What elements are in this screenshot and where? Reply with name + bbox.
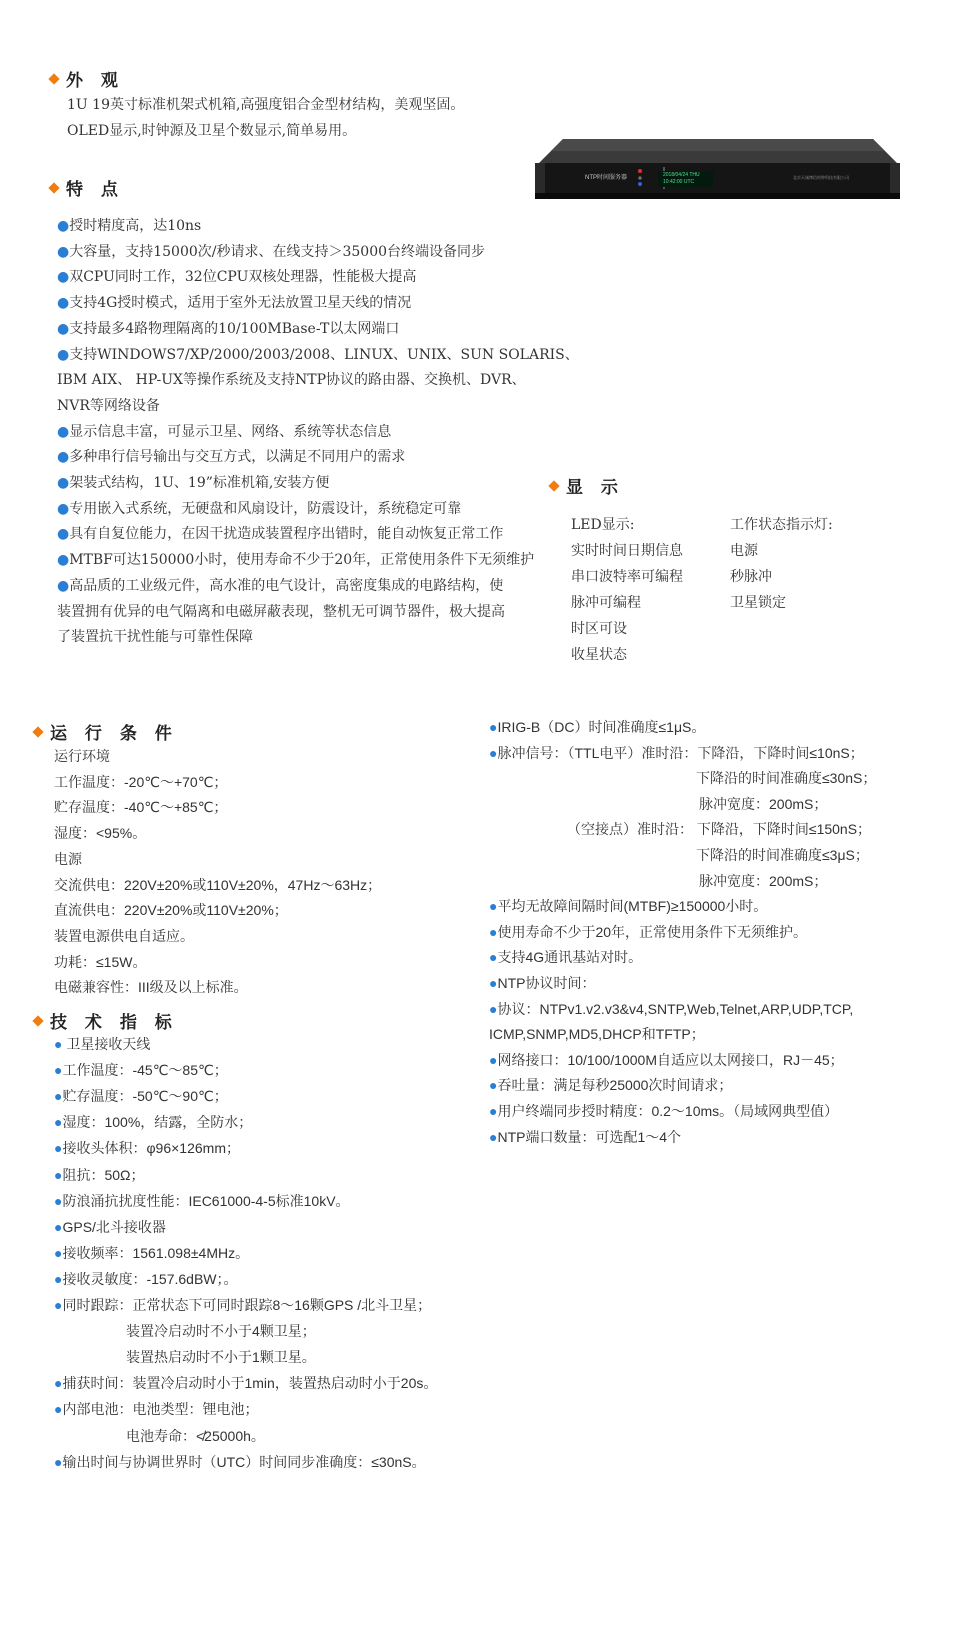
specs-heading	[34, 1008, 178, 1033]
feature-line	[57, 216, 201, 236]
right-spec-line	[489, 922, 807, 942]
bullet-icon: ●	[54, 1114, 63, 1131]
spec-line-text: 电池寿命：≮25000h。	[126, 1427, 265, 1444]
bullet-icon: ●	[54, 1166, 63, 1183]
bullet-icon: ●	[57, 269, 70, 286]
feature-line-text: MTBF可达150000小时，使用寿命不少于20年，正常使用条件下无须维护	[69, 552, 535, 569]
right-spec-line-text: 脉冲信号：（TTL电平）准时沿：下降沿，下降时间≤10nS；	[497, 744, 864, 761]
bullet-icon: ●	[489, 744, 498, 761]
right-spec-line	[699, 871, 827, 891]
right-spec-line	[489, 1127, 681, 1147]
spec-line-text: 输出时间与协调世界时（UTC）时间同步准确度：≤30nS。	[62, 1453, 426, 1470]
right-spec-line	[696, 845, 869, 865]
display-right-3: 卫星锁定	[730, 595, 786, 611]
diamond-icon	[32, 726, 43, 737]
condition-line	[54, 926, 194, 946]
spec-line	[126, 1347, 316, 1367]
bullet-icon: ●	[57, 218, 70, 234]
right-spec-line	[567, 819, 871, 839]
device-image	[535, 137, 900, 207]
right-spec-line-text: NTP端口数量：可选配1～4个	[497, 1128, 682, 1145]
feature-line	[57, 550, 534, 570]
bullet-icon: ●	[489, 898, 498, 915]
bullet-icon: ●	[489, 1051, 498, 1068]
feature-line-text: 了装置抗干扰性能与可靠性保障	[57, 629, 253, 646]
feature-line	[57, 422, 391, 442]
feature-line-text: 支持4G授时模式，适用于室外无法放置卫星天线的情况	[69, 295, 412, 312]
feature-line	[57, 524, 503, 544]
bullet-icon: ●	[54, 1270, 63, 1287]
spec-line-text: 装置冷启动时不小于4颗卫星；	[126, 1323, 316, 1340]
feature-line	[57, 267, 416, 287]
condition-line	[54, 823, 146, 843]
spec-line	[54, 1112, 252, 1132]
spec-line	[54, 1399, 258, 1419]
bullet-icon: ●	[489, 949, 498, 966]
right-spec-line	[489, 973, 595, 993]
bullet-icon: ●	[57, 320, 70, 337]
bullet-icon: ●	[57, 295, 70, 312]
bullet-icon: ●	[57, 346, 70, 363]
bullet-icon: ●	[489, 923, 498, 940]
right-spec-line	[489, 1075, 732, 1095]
condition-line-text: 直流供电：220V±20%或110V±20%；	[54, 902, 288, 919]
condition-line	[54, 875, 381, 895]
condition-line-text: 湿度：<95%。	[54, 825, 147, 842]
feature-line	[57, 499, 461, 519]
right-spec-line-text: 下降沿的时间准确度≤30nS；	[696, 770, 877, 787]
right-spec-line	[489, 717, 705, 737]
condition-line	[54, 772, 227, 792]
spec-line	[54, 1165, 145, 1185]
right-spec-line-text: 网络接口：10/100/1000M自适应以太网接口，RJ－45；	[497, 1051, 844, 1068]
display-left-5: 收星状态	[571, 647, 627, 663]
appearance-title: 外 观	[66, 71, 124, 91]
display-left-3: 脉冲可编程	[571, 595, 641, 611]
bullet-icon: ●	[57, 243, 70, 260]
feature-line-text: 架装式结构，1U、19”标准机箱,安装方便	[69, 475, 330, 491]
bullet-icon: ●	[489, 1103, 498, 1119]
condition-line-text: 运行环境	[54, 748, 110, 764]
spec-line	[54, 1217, 166, 1237]
right-spec-line	[489, 947, 642, 967]
spec-line	[126, 1321, 316, 1341]
device-company: 北京天诚博信时钟科技有限公司	[793, 175, 849, 180]
spec-line	[54, 1086, 228, 1106]
bullet-icon: ●	[54, 1297, 63, 1313]
spec-line	[54, 1060, 228, 1080]
spec-line-text: 接收灵敏度：-157.6dBW；。	[62, 1270, 238, 1287]
bullet-icon: ●	[489, 1000, 498, 1017]
right-spec-line-text: 吞吐量：满足每秒25000次时间请求；	[497, 1077, 733, 1094]
condition-line	[54, 900, 288, 920]
bullet-icon: ●	[54, 1088, 63, 1105]
right-spec-line-text: 协议：NTPv1.v2.v3&v4,SNTP,Web,Telnet,ARP,UDP,TCP,	[497, 1000, 854, 1017]
feature-line	[57, 293, 411, 313]
bullet-icon: ●	[57, 500, 70, 517]
spec-line	[54, 1452, 426, 1472]
feature-line	[57, 242, 485, 262]
bullet-icon: ●	[57, 577, 70, 594]
bullet-icon: ●	[57, 449, 70, 466]
spec-line-text: 工作温度：-45℃～85℃；	[62, 1062, 228, 1079]
feature-line-text: 授时精度高，达10ns	[69, 218, 202, 234]
right-spec-line-text: IRIG-B（DC）时间准确度≤1μS。	[497, 719, 706, 735]
specs-title: 技 术 指 标	[50, 1013, 178, 1033]
condition-line-text: 贮存温度：-40℃～+85℃；	[54, 799, 228, 816]
feature-line-text: 大容量，支持15000次/秒请求、在线支持＞35000台终端设备同步	[69, 243, 486, 260]
feature-line-text: 专用嵌入式系统，无硬盘和风扇设计，防震设计，系统稳定可靠	[69, 500, 462, 517]
right-spec-line-text: 使用寿命不少于20年，正常使用条件下无须维护。	[497, 923, 808, 940]
condition-line	[54, 746, 110, 766]
feature-line-text: 装置拥有优异的电气隔离和电磁屏蔽表现，整机无可调节器件，极大提高	[57, 603, 505, 620]
right-spec-line-text: 平均无故障间隔时间(MTBF)≥150000小时。	[497, 898, 768, 915]
diamond-icon	[48, 73, 59, 84]
feature-line	[57, 576, 503, 596]
device-label: NTP时间服务器	[585, 175, 628, 181]
spec-line-text: 湿度：100%，结露，全防水；	[62, 1114, 253, 1131]
feature-line-text: 高品质的工业级元件，高水准的电气设计，高密度集成的电路结构，使	[69, 577, 504, 594]
appearance-heading	[50, 66, 124, 91]
spec-line-text: 装置热启动时不小于1颗卫星。	[126, 1349, 316, 1366]
display-left-4: 时区可设	[571, 621, 627, 637]
bullet-icon: ●	[489, 719, 498, 735]
feature-line-text: IBM AIX、 HP-UX等操作系统及支持NTP协议的路由器、交换机、DVR、	[57, 372, 526, 389]
spec-line-text: 捕获时间：装置冷启动时小于1min，装置热启动时小于20s。	[62, 1375, 438, 1392]
feature-line	[57, 319, 399, 339]
spec-line-text: 阻抗：50Ω；	[62, 1166, 145, 1183]
right-spec-line	[489, 1024, 705, 1044]
right-spec-line	[489, 743, 864, 763]
display-left-0: LED显示:	[571, 517, 635, 533]
condition-line-text: 交流供电：220V±20%或110V±20%，47Hz～63Hz；	[54, 876, 382, 893]
feature-line-text: 双CPU同时工作，32位CPU双核处理器，性能极大提高	[69, 269, 417, 286]
features-heading	[50, 175, 124, 200]
right-spec-line-text: NTP协议时间：	[497, 975, 596, 991]
bullet-icon: ●	[57, 552, 70, 569]
condition-line-text: 功耗：≤15W。	[54, 953, 147, 970]
bullet-icon: ●	[54, 1062, 63, 1079]
spec-line-text: 内部电池：电池类型：锂电池；	[62, 1401, 259, 1418]
display-right-2: 秒脉冲	[730, 569, 772, 585]
bullet-icon: ●	[489, 1128, 498, 1145]
right-spec-line-text: ICMP,SNMP,MD5,DHCP和TFTP；	[489, 1026, 705, 1043]
condition-line-text: 装置电源供电自适应。	[54, 927, 194, 944]
bullet-icon: ●	[489, 975, 498, 991]
right-spec-line	[489, 1101, 838, 1121]
device-screen-line-1: 2018/04/24 THU	[663, 172, 700, 178]
conditions-title: 运 行 条 件	[50, 724, 178, 744]
spec-line-text: 接收频率：1561.098±4MHz。	[62, 1244, 250, 1261]
right-spec-line	[699, 794, 827, 814]
bullet-icon: ●	[57, 475, 70, 491]
bullet-icon: ●	[54, 1401, 63, 1418]
condition-line	[54, 849, 82, 869]
appearance-line-2: OLED显示,时钟源及卫星个数显示,简单易用。	[67, 123, 357, 139]
feature-line	[57, 396, 160, 416]
right-spec-line	[489, 999, 853, 1019]
spec-line-text: 贮存温度：-50℃～90℃；	[62, 1088, 228, 1105]
bullet-icon: ●	[57, 526, 70, 543]
spec-line	[54, 1269, 238, 1289]
device-screen-line-2: 10:42:00 UTC	[663, 179, 695, 185]
feature-line-text: 支持最多4路物理隔离的10/100MBase-T以太网端口	[69, 320, 400, 337]
right-spec-line	[489, 896, 767, 916]
right-spec-line	[696, 768, 876, 788]
right-spec-line-text: 用户终端同步授时精度：0.2～10ms。（局域网典型值）	[497, 1103, 839, 1119]
feature-line-text: 具有自复位能力，在因干扰造成装置程序出错时，能自动恢复正常工作	[69, 526, 504, 543]
feature-line	[57, 627, 253, 647]
display-right-1: 电源	[730, 543, 758, 559]
bullet-icon: ●	[54, 1244, 63, 1261]
spec-line	[54, 1243, 249, 1263]
spec-line	[54, 1034, 150, 1054]
spec-line-text: 卫星接收天线	[62, 1036, 151, 1052]
spec-line	[54, 1138, 240, 1158]
bullet-icon: ●	[57, 423, 70, 440]
spec-line-text: 防浪涌抗扰度性能：IEC61000-4-5标准10kV。	[62, 1192, 350, 1209]
spec-line	[54, 1373, 437, 1393]
condition-line	[54, 797, 227, 817]
display-heading	[550, 473, 624, 498]
right-spec-line-text: 脉冲宽度：200mS；	[699, 872, 828, 889]
display-left-1: 实时时间日期信息	[571, 543, 683, 559]
bullet-icon: ●	[54, 1140, 63, 1157]
spec-line	[54, 1295, 431, 1315]
condition-line-text: 工作温度：-20℃～+70℃；	[54, 773, 228, 790]
spec-line	[54, 1191, 350, 1211]
diamond-icon	[48, 182, 59, 193]
feature-line-text: NVR等网络设备	[57, 397, 160, 414]
feature-line-text: 显示信息丰富，可显示卫星、网络、系统等状态信息	[69, 423, 392, 440]
bullet-icon: ●	[54, 1218, 63, 1235]
bullet-icon: ●	[54, 1036, 63, 1052]
display-title: 显 示	[566, 478, 624, 498]
diamond-icon	[548, 480, 559, 491]
conditions-heading	[34, 719, 178, 744]
spec-line-text: 接收头体积：φ96×126mm；	[62, 1140, 240, 1157]
right-spec-line-text: （空接点）准时沿： 下降沿，下降时间≤150nS；	[567, 821, 872, 838]
appearance-line-1: 1U 19英寸标准机架式机箱,高强度铝合金型材结构，美观坚固。	[67, 97, 465, 113]
bullet-icon: ●	[54, 1375, 63, 1392]
spec-line-text: 同时跟踪：正常状态下可同时跟踪8～16颗GPS /北斗卫星；	[62, 1297, 432, 1313]
display-right-0: 工作状态指示灯:	[730, 517, 833, 533]
feature-line-text: 支持WINDOWS7/XP/2000/2003/2008、LINUX、UNIX、SUN SOLARIS、	[69, 346, 579, 363]
condition-line	[54, 952, 146, 972]
bullet-icon: ●	[54, 1192, 63, 1209]
bullet-icon: ●	[489, 1077, 498, 1094]
right-spec-line-text: 脉冲宽度：200mS；	[699, 795, 828, 812]
feature-line	[57, 370, 526, 390]
right-spec-line-text: 支持4G通讯基站对时。	[497, 949, 643, 966]
features-title: 特 点	[66, 180, 124, 200]
feature-line	[57, 345, 579, 365]
bullet-icon: ●	[54, 1453, 63, 1470]
feature-line	[57, 473, 329, 493]
condition-line-text: 电源	[54, 850, 82, 867]
right-spec-line	[489, 1050, 844, 1070]
condition-line-text: 电磁兼容性：III级及以上标准。	[54, 979, 248, 996]
feature-line	[57, 447, 405, 467]
spec-line	[126, 1426, 265, 1446]
right-spec-line-text: 下降沿的时间准确度≤3μS；	[696, 847, 869, 863]
condition-line	[54, 977, 248, 997]
display-left-2: 串口波特率可编程	[571, 569, 683, 585]
spec-line-text: GPS/北斗接收器	[62, 1218, 166, 1235]
feature-line-text: 多种串行信号输出与交互方式，以满足不同用户的需求	[69, 449, 406, 466]
diamond-icon	[32, 1015, 43, 1026]
feature-line	[57, 602, 505, 622]
